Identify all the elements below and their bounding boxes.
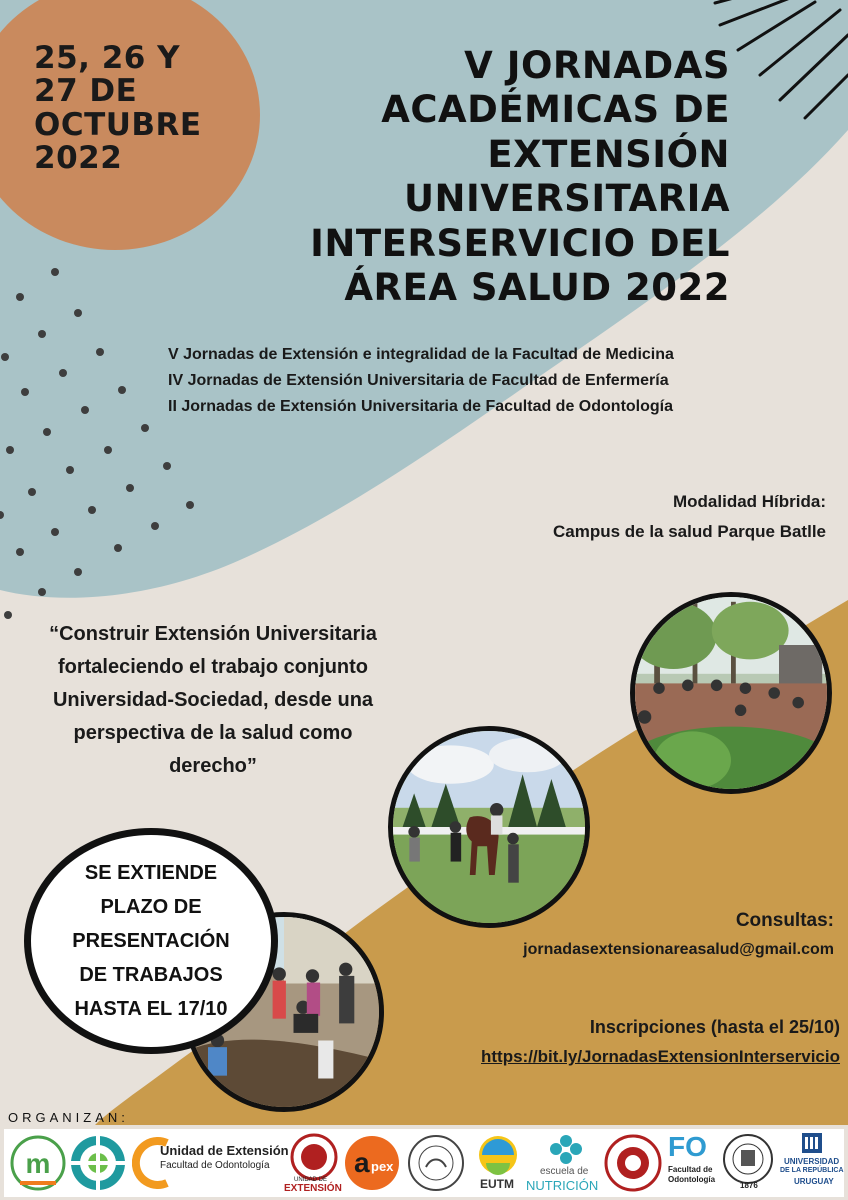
contact-section xyxy=(414,906,834,964)
dates-line: 2022 xyxy=(34,140,123,177)
organizers-label: ORGANIZAN: xyxy=(8,1110,129,1125)
quote-line: Universidad-Sociedad, desde una xyxy=(52,689,374,711)
logo-enfermeria-seal xyxy=(284,1133,344,1193)
logo-unidad-extension-odontologia xyxy=(132,1133,289,1193)
udelar-line1: UNIVERSIDAD xyxy=(784,1157,840,1166)
registration-section xyxy=(380,1012,840,1072)
photo-horse-activity xyxy=(388,726,590,928)
nutricion-label: NUTRICIÓN xyxy=(526,1178,599,1193)
deadline-line: DE TRABAJOS xyxy=(79,964,223,986)
svg-text:m: m xyxy=(25,1148,51,1179)
contact-email[interactable]: jornadasextensionareasalud@gmail.com xyxy=(523,941,834,958)
logo-apex xyxy=(344,1133,400,1193)
quote-line: “Construir Extensión Universitaria xyxy=(49,623,377,645)
quote-line: perspectiva de la salud como xyxy=(73,722,353,744)
deadline-line: PRESENTACIÓN xyxy=(72,930,230,952)
eutm-label: EUTM xyxy=(480,1177,514,1191)
seal-year: 1876 xyxy=(740,1181,758,1190)
poster-title xyxy=(170,44,730,310)
dates-line: OCTUBRE xyxy=(34,106,202,143)
registration-label: Inscripciones (hasta el 25/10) xyxy=(589,1017,840,1037)
subtitle-medicina: V Jornadas de Extensión e integralidad de la Facultad de Medicina xyxy=(168,346,674,363)
fo-label: FO xyxy=(668,1131,707,1162)
apex-a: a xyxy=(354,1147,370,1178)
title-line: ACADÉMICAS DE xyxy=(381,88,730,132)
logo-fo-odontologia xyxy=(666,1133,716,1193)
apex-label: pex xyxy=(371,1159,394,1174)
dates-line: 27 DE xyxy=(34,73,138,110)
title-line: V JORNADAS xyxy=(464,44,730,87)
deadline-badge xyxy=(24,828,278,1054)
unidad-extension-subtitle: Facultad de Odontología xyxy=(160,1160,270,1171)
logo-udelar xyxy=(780,1133,844,1193)
title-line: ÁREA SALUD 2022 xyxy=(344,265,730,309)
modality-info xyxy=(426,487,826,547)
logo-eutm xyxy=(472,1133,524,1193)
escuela-de-label: escuela de xyxy=(540,1166,589,1177)
subtitle-list xyxy=(168,342,788,420)
logo-parteras-seal xyxy=(406,1133,466,1193)
title-line: EXTENSIÓN xyxy=(487,132,730,176)
title-line: UNIVERSITARIA xyxy=(404,177,730,221)
logo-wheel xyxy=(68,1133,128,1193)
quote-line: derecho” xyxy=(169,755,257,777)
deadline-line: PLAZO DE xyxy=(100,896,202,918)
motto-quote xyxy=(18,618,408,783)
title-line: INTERSERVICIO DEL xyxy=(310,221,730,265)
logo-escuela-nutricion xyxy=(526,1133,606,1193)
deadline-line: SE EXTIENDE xyxy=(84,862,218,884)
fo-text-line1: Facultad de xyxy=(668,1165,713,1174)
udelar-line2: DE LA REPÚBLICA xyxy=(780,1167,844,1174)
dates-line: 25, 26 Y xyxy=(34,40,181,76)
extension-label: EXTENSIÓN xyxy=(284,1183,342,1194)
modality-venue: Campus de la salud Parque Batlle xyxy=(552,522,826,541)
unidad-extension-title: Unidad de Extensión xyxy=(160,1143,289,1158)
fo-text-line2: Odontología xyxy=(668,1175,716,1184)
logo-medicina-extension xyxy=(10,1133,66,1193)
logo-facultad-seal-1876 xyxy=(718,1133,778,1193)
unidad-de-label: UNIDAD DE xyxy=(294,1177,328,1183)
organizer-logos-strip xyxy=(4,1129,844,1197)
registration-link[interactable]: https://bit.ly/JornadasExtensionInterservicio xyxy=(481,1047,840,1066)
contact-label: Consultas: xyxy=(735,910,834,931)
deadline-line: HASTA EL 17/10 xyxy=(74,998,228,1020)
quote-line: fortaleciendo el trabajo conjunto xyxy=(57,656,369,678)
subtitle-odontologia: II Jornadas de Extensión Universitaria de Facultad de Odontología xyxy=(168,398,673,415)
subtitle-enfermeria: IV Jornadas de Extensión Universitaria de Facultad de Enfermería xyxy=(168,372,669,389)
logo-enfermeria-seal-2 xyxy=(602,1133,664,1193)
udelar-line3: URUGUAY xyxy=(794,1177,834,1186)
modality-label: Modalidad Híbrida: xyxy=(673,492,826,511)
photo-group-circle xyxy=(630,592,832,794)
